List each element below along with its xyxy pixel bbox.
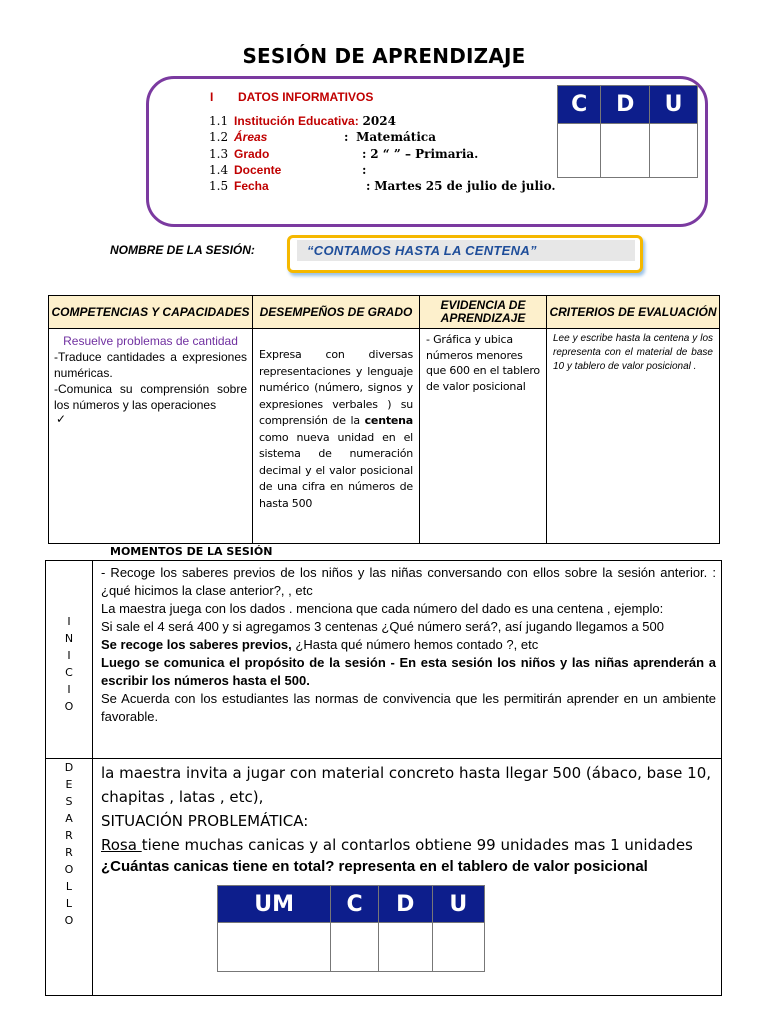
desempeno-text: como nueva unidad en el sistema de numeración decimal y el valor posicional de una cifra en números de hasta 500	[259, 430, 413, 510]
pv-header-u: U	[432, 886, 484, 923]
pv-cell	[558, 124, 601, 178]
info-num: 1.1	[209, 114, 229, 128]
desarrollo-name: Rosa	[101, 836, 142, 854]
info-heading-text: DATOS INFORMATIVOS	[238, 90, 374, 104]
info-label: Docente	[234, 163, 282, 177]
pv-cell	[601, 124, 650, 178]
inicio-content	[93, 561, 722, 759]
info-sep: :	[354, 114, 359, 128]
pv-header-d: D	[601, 86, 650, 124]
pv-header-c: C	[331, 886, 379, 923]
desempeno-text: Expresa con diversas representaciones y lenguaje numérico (número, signos y expresiones verbales ) su comprensión de la	[259, 348, 413, 427]
page-title: SESIÓN DE APRENDIZAJE	[242, 44, 526, 68]
info-heading	[210, 90, 373, 104]
desarrollo-paragraph: la maestra invita a jugar con material concreto hasta llegar 500 (ábaco, base 10, chapitas , latas , etc),	[101, 764, 712, 806]
header-evidencia: EVIDENCIA DE APRENDIZAJE	[420, 296, 547, 329]
info-row-areas	[209, 130, 436, 144]
competencia-item: -Traduce cantidades a expresiones numéricas.	[54, 350, 247, 380]
vertical-letter: O	[64, 914, 74, 927]
desarrollo-vertical-label	[46, 759, 93, 996]
info-value: Matemática	[356, 130, 436, 144]
vertical-letter: I	[67, 615, 71, 628]
vertical-letter: N	[64, 632, 74, 645]
cell-evidencia: - Gráfica y ubica números menores que 600 en el tablero de valor posicional	[420, 329, 547, 544]
info-label: Áreas	[234, 130, 268, 144]
header-desempenos: DESEMPEÑOS DE GRADO	[253, 296, 420, 329]
info-row-fecha	[209, 179, 556, 193]
vertical-letter: R	[65, 846, 73, 859]
inicio-paragraph-bold: Luego se comunica el propósito de la sesión - En esta sesión los niños y las niñas aprenderán a escribir los números hasta el 500.	[101, 655, 716, 688]
info-row-docente	[209, 163, 366, 177]
info-sep: :	[366, 179, 371, 193]
info-sep: :	[362, 147, 367, 161]
vertical-letter: R	[65, 829, 73, 842]
pv-header-d: D	[378, 886, 432, 923]
vertical-letter: O	[64, 863, 74, 876]
info-num: 1.4	[209, 163, 229, 177]
inicio-paragraph	[101, 636, 716, 654]
info-value: 2024	[362, 114, 396, 128]
inicio-paragraph: La maestra juega con los dados . menciona que cada número del dado es una centena , ejemplo:	[101, 601, 664, 616]
pv-cell	[378, 923, 432, 972]
vertical-letter: D	[64, 761, 74, 774]
header-competencias: COMPETENCIAS Y CAPACIDADES	[49, 296, 253, 329]
info-label: Grado	[234, 147, 270, 161]
info-num: 1.5	[209, 179, 229, 193]
info-num: 1.2	[209, 130, 229, 144]
info-row-grado	[209, 147, 478, 161]
info-num: 1.3	[209, 147, 229, 161]
vertical-letter: I	[67, 649, 71, 662]
desarrollo-text: tiene muchas canicas y al contarlos obtiene 99 unidades mas 1 unidades	[141, 836, 693, 854]
pv-cell	[432, 923, 484, 972]
competencias-table	[48, 295, 720, 544]
info-sep: :	[344, 130, 349, 144]
vertical-letter: S	[65, 795, 73, 808]
inicio-bold: Se recoge los saberes previos,	[101, 637, 292, 652]
header-criterios: CRITERIOS DE EVALUACIÓN	[547, 296, 720, 329]
place-value-table-cdu	[557, 85, 698, 178]
cell-competencias	[49, 329, 253, 544]
session-name: “CONTAMOS HASTA LA CENTENA”	[307, 243, 537, 258]
info-row-institucion	[209, 114, 396, 128]
info-label: Institución Educativa	[234, 114, 355, 128]
info-roman: I	[210, 90, 214, 104]
competencia-title: Resuelve problemas de cantidad	[63, 334, 238, 348]
info-value: 2 “ ” – Primaria.	[370, 147, 479, 161]
inicio-paragraph: Se Acuerda con los estudiantes las normas de convivencia que les permitirán aprender en un ambiente favorable.	[101, 691, 716, 724]
vertical-letter: A	[65, 812, 73, 825]
competencia-item: -Comunica su comprensión sobre los números y las operaciones	[54, 382, 247, 412]
pv-header-um: UM	[218, 886, 331, 923]
check-icon: ✓	[56, 412, 67, 426]
desarrollo-paragraph	[101, 833, 716, 857]
inicio-paragraph: Si sale el 4 será 400 y si agregamos 3 centenas ¿Qué número será?, así jugando llegamos a 500	[101, 619, 664, 634]
desarrollo-heading: SITUACIÓN PROBLEMÁTICA:	[101, 812, 309, 830]
info-value: Martes 25 de julio de julio.	[374, 179, 556, 193]
pv-header-u: U	[650, 86, 698, 124]
inicio-vertical-label	[46, 561, 93, 759]
session-label: NOMBRE DE LA SESIÓN:	[110, 243, 255, 257]
moments-label: MOMENTOS DE LA SESIÓN	[110, 545, 273, 558]
cell-desempenos	[253, 329, 420, 544]
vertical-letter: L	[65, 897, 73, 910]
vertical-letter: L	[65, 880, 73, 893]
desempeno-bold: centena	[364, 414, 413, 427]
vertical-letter: I	[67, 683, 71, 696]
pv-cell	[650, 124, 698, 178]
inicio-text: ¿Hasta qué número hemos contado ?, etc	[291, 637, 539, 652]
pv-header-c: C	[558, 86, 601, 124]
pv-cell	[218, 923, 331, 972]
inicio-paragraph: - Recoge los saberes previos de los niños y las niñas conversando con ellos sobre la sesión anterior. : ¿qué hicimos la clase anterior?, , etc	[101, 565, 716, 598]
pv-cell	[331, 923, 379, 972]
cell-criterios: Lee y escribe hasta la centena y los representa con el material de base 10 y tablero de valor posicional .	[547, 329, 720, 544]
vertical-letter: C	[65, 666, 73, 679]
vertical-letter: O	[64, 700, 74, 713]
vertical-letter: E	[65, 778, 73, 791]
place-value-table-umcdu	[217, 885, 485, 972]
info-sep: :	[362, 163, 367, 177]
desarrollo-question: ¿Cuántas canicas tiene en total? representa en el tablero de valor posicional	[101, 858, 648, 875]
info-label: Fecha	[234, 179, 269, 193]
